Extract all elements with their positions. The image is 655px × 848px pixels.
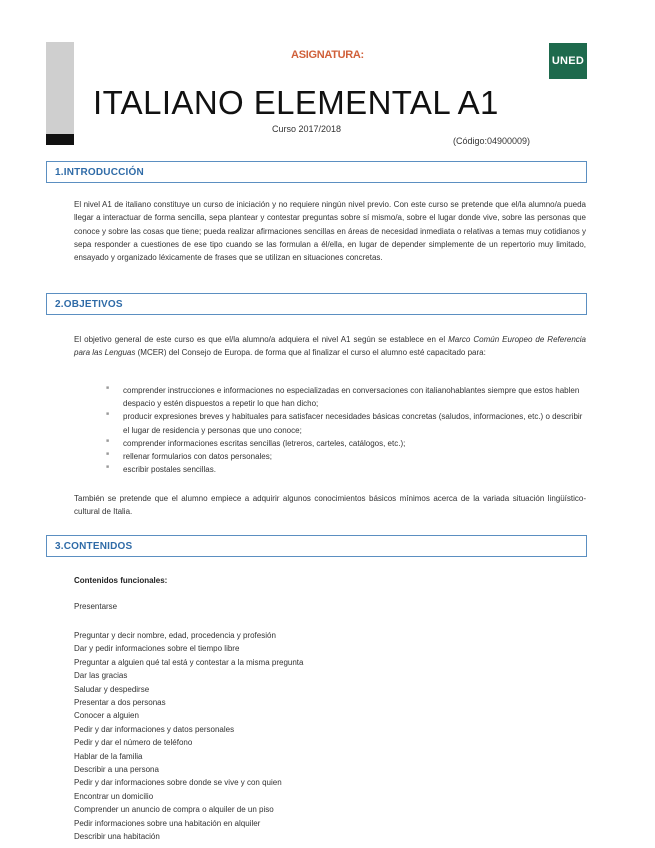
objectives-paragraph xyxy=(74,333,586,360)
list-item: Preguntar a alguien qué tal está y contestar a la misma pregunta xyxy=(74,657,304,667)
list-item xyxy=(106,410,588,436)
list-item xyxy=(106,384,588,410)
list-item: Describir una habitación xyxy=(74,832,160,842)
bullet-text: comprender instrucciones e informaciones no especializadas en conversaciones con italianohablantes siempre que estos hablen despacio y estén dispuestos a repetir lo que han dicho; xyxy=(123,386,580,409)
course-code: (Código:04900009) xyxy=(453,136,531,146)
list-item: Pedir y dar informaciones sobre donde se vive y con quien xyxy=(74,778,282,788)
functional-contents-heading: Contenidos funcionales: xyxy=(74,576,168,585)
bullet-text: rellenar formularios con datos personales; xyxy=(123,452,272,462)
section-heading-objetivos: 2.OBJETIVOS xyxy=(46,293,587,315)
subject-label: ASIGNATURA: xyxy=(291,49,364,61)
section-heading-contenidos: 3.CONTENIDOS xyxy=(46,535,587,557)
list-item: Pedir y dar el número de teléfono xyxy=(74,738,193,748)
uned-logo xyxy=(549,43,587,79)
content-item-first: Presentarse xyxy=(74,602,118,611)
header-black-bar xyxy=(46,134,74,145)
bullet-icon: ■ xyxy=(106,437,110,444)
list-item xyxy=(106,450,588,463)
logo-text: UNED xyxy=(551,55,585,67)
bullet-icon: ■ xyxy=(106,385,110,391)
functional-contents-list xyxy=(74,629,303,844)
list-item: Comprender un anuncio de compra o alquiler de un piso xyxy=(74,805,274,815)
list-item: Pedir y dar informaciones y datos personales xyxy=(74,724,235,734)
list-item: Preguntar y decir nombre, edad, procedencia y profesión xyxy=(74,631,276,640)
list-item: Saludar y despedirse xyxy=(74,684,150,694)
list-item: Pedir informaciones sobre una habitación en alquiler xyxy=(74,818,261,828)
list-item: Dar y pedir informaciones sobre el tiempo libre xyxy=(74,644,240,654)
page-title: ITALIANO ELEMENTAL A1 xyxy=(93,84,499,121)
bullet-icon: ■ xyxy=(106,451,110,458)
bullet-text: comprender informaciones escritas sencillas (letreros, carteles, catálogos, etc.); xyxy=(123,438,406,448)
list-item: Dar las gracias xyxy=(74,671,128,681)
list-item: Presentar a dos personas xyxy=(74,698,166,708)
objectives-text-before: El objetivo general de este curso es que el/la alumno/a adquiera el nivel A1 según se establece en el xyxy=(74,335,449,344)
bullet-text: producir expresiones breves y habituales para satisfacer necesidades básicas concretas (saludos, informaciones, etc.) o describir el lugar de residencia y personas que uno conoce; xyxy=(123,412,583,435)
bullet-text: escribir postales sencillas. xyxy=(123,465,216,475)
objectives-bullet-list xyxy=(106,384,588,476)
bullet-icon: ■ xyxy=(106,411,110,418)
list-item: Describir a una persona xyxy=(74,765,159,775)
bullet-icon: ■ xyxy=(106,464,110,471)
list-item: Hablar de la familia xyxy=(74,751,143,761)
objectives-text-after: (MCER) del Consejo de Europa. de forma que al finalizar el curso el alumno esté capacitado para: xyxy=(135,348,486,358)
section-heading-introduccion: 1.INTRODUCCIÓN xyxy=(46,161,587,183)
list-item: Conocer a alguien xyxy=(74,711,139,721)
list-item xyxy=(106,463,588,476)
objectives-extra-paragraph: También se pretende que el alumno empiece a adquirir algunos conocimientos básicos mínimos acerca de la variada situación lingüístico-cultural de Italia. xyxy=(74,494,586,517)
course-year: Curso 2017/2018 xyxy=(272,124,342,134)
list-item xyxy=(106,437,588,450)
objectives-text-italic: Marco Común Europeo de Referencia para las Lenguas xyxy=(74,335,586,358)
introduction-paragraph: El nivel A1 de italiano constituye un curso de iniciación y no requiere ningún nivel previo. Con este curso se pretende que el/la alumno/a pueda llegar a interactuar de forma sencilla, sepa plantear y contestar preguntas sobre sí mismo/a, sobre el lugar donde vive, sobre las personas que conoce y sobre las cosas que tiene; pueda realizar afirmaciones sencillas en áreas de necesidad inmediata o relativas a temas muy cotidianos y sepa responder a cuestiones de ese tipo cuando se las formulan a él/ella, en lugar de depender simplemente de un repertorio muy limitado, ensayado y organizado léxicamente de frases que se utilizan en situaciones concretas. xyxy=(74,200,586,263)
list-item: Encontrar un domicilio xyxy=(74,791,154,801)
